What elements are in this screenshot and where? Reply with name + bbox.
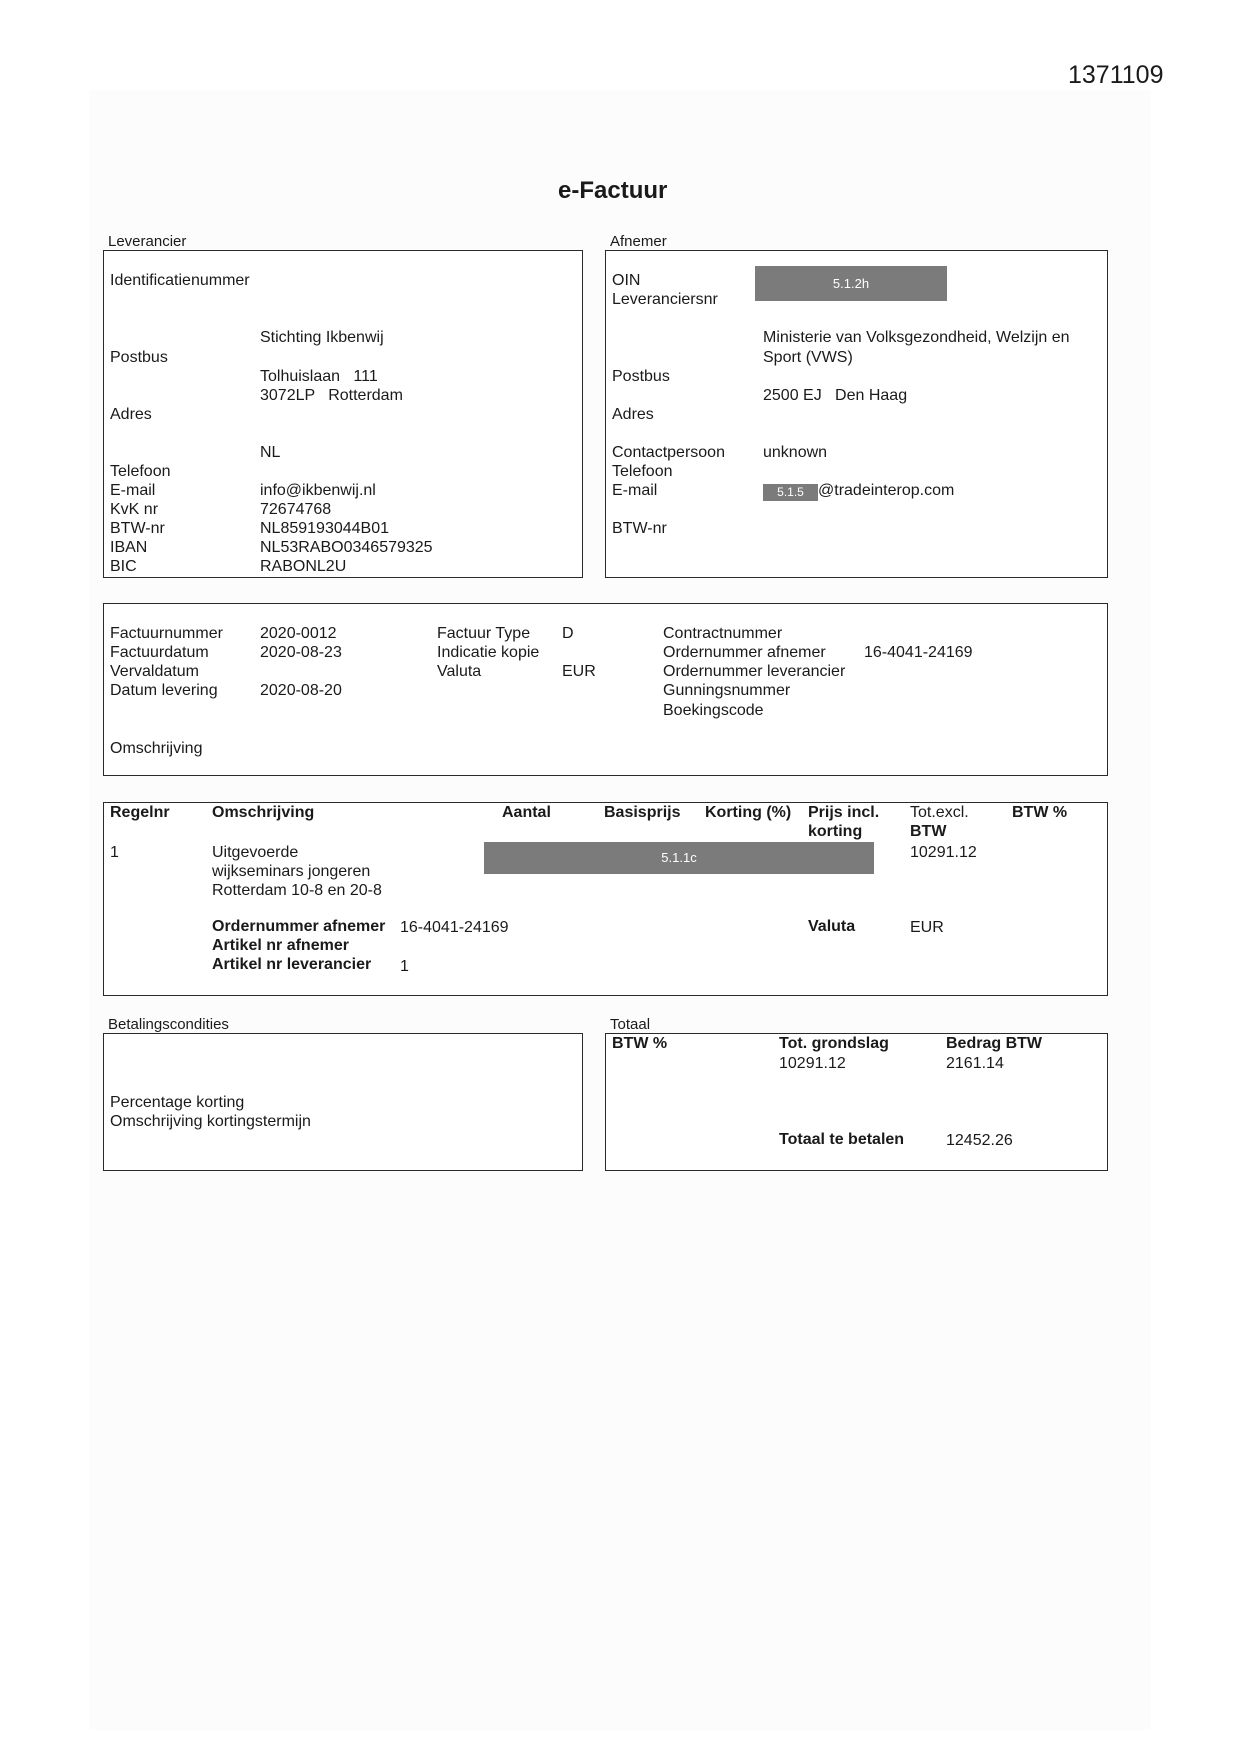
page-title: e-Factuur [558,177,668,204]
valuta: EUR [562,663,596,680]
customer-postbus-label: Postbus [612,368,670,385]
ordernummer-leverancier-label: Ordernummer leverancier [663,663,846,680]
supplier-adres-label: Adres [110,406,152,423]
supplier-iban-label: IBAN [110,539,148,556]
supplier-bic: RABONL2U [260,558,347,575]
indicatie-kopie-label: Indicatie kopie [437,644,540,661]
col-header-tot-excl-btw: BTW [910,823,947,840]
invoice-details-box [103,603,1108,776]
totals-bedrag-btw: 2161.14 [946,1055,1004,1072]
totals-box [605,1033,1108,1171]
supplier-email: info@ikbenwij.nl [260,482,376,499]
supplier-postcode-city: 3072LP Rotterdam [260,387,403,404]
line-ordernummer-afnemer-label: Ordernummer afnemer [212,918,386,935]
datum-levering-label: Datum levering [110,682,218,699]
line-valuta-label: Valuta [808,918,856,935]
factuur-type-label: Factuur Type [437,625,531,642]
supplier-street: Tolhuislaan 111 [260,368,378,385]
supplier-id-label: Identificatienummer [110,272,250,289]
col-header-aantal: Aantal [502,804,551,821]
customer-name-line2: Sport (VWS) [763,349,853,366]
customer-contact: unknown [763,444,828,461]
vervaldatum-label: Vervaldatum [110,663,199,680]
line-ordernummer-afnemer: 16-4041-24169 [400,919,509,936]
line-desc-3: Rotterdam 10-8 en 20-8 [212,882,382,899]
totals-grondslag-label: Tot. grondslag [779,1035,889,1052]
boekingscode-label: Boekingscode [663,702,764,719]
customer-name-line1: Ministerie van Volksgezondheid, Welzijn en [763,329,1070,346]
invoice-omschrijving-label: Omschrijving [110,740,203,757]
supplier-telefoon-label: Telefoon [110,463,171,480]
customer-email-label: E-mail [612,482,658,499]
line-regelnr: 1 [110,844,119,861]
col-header-btw-pct: BTW % [1012,804,1068,821]
supplier-iban: NL53RABO0346579325 [260,539,433,556]
line-artikel-leverancier: 1 [400,958,409,975]
col-header-omschrijving: Omschrijving [212,804,315,821]
factuurdatum-label: Factuurdatum [110,644,209,661]
supplier-btw-label: BTW-nr [110,520,165,537]
col-header-prijs-incl-korting: korting [808,823,863,840]
omschrijving-kortingstermijn-label: Omschrijving kortingstermijn [110,1113,311,1130]
totaal-te-betalen-label: Totaal te betalen [779,1131,905,1148]
ordernummer-afnemer-label: Ordernummer afnemer [663,644,826,661]
supplier-name: Stichting Ikbenwij [260,329,384,346]
totals-btw-pct-label: BTW % [612,1035,668,1052]
customer-telefoon-label: Telefoon [612,463,673,480]
customer-leveranciersnr-label: Leveranciersnr [612,291,718,308]
supplier-bic-label: BIC [110,558,137,575]
factuurnummer: 2020-0012 [260,625,337,642]
line-artikel-afnemer-label: Artikel nr afnemer [212,937,349,954]
totals-grondslag: 10291.12 [779,1055,846,1072]
gunningsnummer-label: Gunningsnummer [663,682,791,699]
line-tot-excl: 10291.12 [910,844,977,861]
line-desc-1: Uitgevoerde [212,844,299,861]
supplier-btw: NL859193044B01 [260,520,390,537]
valuta-label: Valuta [437,663,482,680]
factuurdatum: 2020-08-23 [260,644,342,661]
datum-levering: 2020-08-20 [260,682,342,699]
payment-section-label: Betalingscondities [108,1016,229,1033]
supplier-section-label: Leverancier [108,233,187,250]
col-header-prijs-incl: Prijs incl. [808,804,880,821]
customer-btw-label: BTW-nr [612,520,667,537]
customer-section-label: Afnemer [610,233,667,250]
supplier-kvk: 72674768 [260,501,332,518]
col-header-tot-excl: Tot.excl. [910,804,969,821]
totals-section-label: Totaal [610,1016,651,1033]
customer-postcode-city: 2500 EJ Den Haag [763,387,908,404]
line-desc-2: wijkseminars jongeren [212,863,371,880]
line-redaction: 5.1.1c [484,842,874,874]
supplier-country: NL [260,444,281,461]
factuurnummer-label: Factuurnummer [110,625,223,642]
percentage-korting-label: Percentage korting [110,1094,245,1111]
totaal-te-betalen: 12452.26 [946,1132,1013,1149]
customer-oin-label: OIN [612,272,641,289]
ordernummer-afnemer: 16-4041-24169 [864,644,973,661]
supplier-postbus-label: Postbus [110,349,168,366]
supplier-kvk-label: KvK nr [110,501,159,518]
line-artikel-leverancier-label: Artikel nr leverancier [212,956,372,973]
factuur-type: D [562,625,574,642]
col-header-regelnr: Regelnr [110,804,170,821]
customer-adres-label: Adres [612,406,654,423]
document-number: 1371109 [1068,61,1164,89]
customer-contact-label: Contactpersoon [612,444,725,461]
col-header-korting: Korting (%) [705,804,792,821]
customer-email-domain: @tradeinterop.com [818,482,955,499]
contractnummer-label: Contractnummer [663,625,783,642]
col-header-basisprijs: Basisprijs [604,804,681,821]
oin-redaction: 5.1.2h [755,266,947,301]
line-valuta: EUR [910,919,944,936]
totals-bedrag-btw-label: Bedrag BTW [946,1035,1042,1052]
supplier-email-label: E-mail [110,482,156,499]
email-redaction: 5.1.5 [763,484,818,501]
